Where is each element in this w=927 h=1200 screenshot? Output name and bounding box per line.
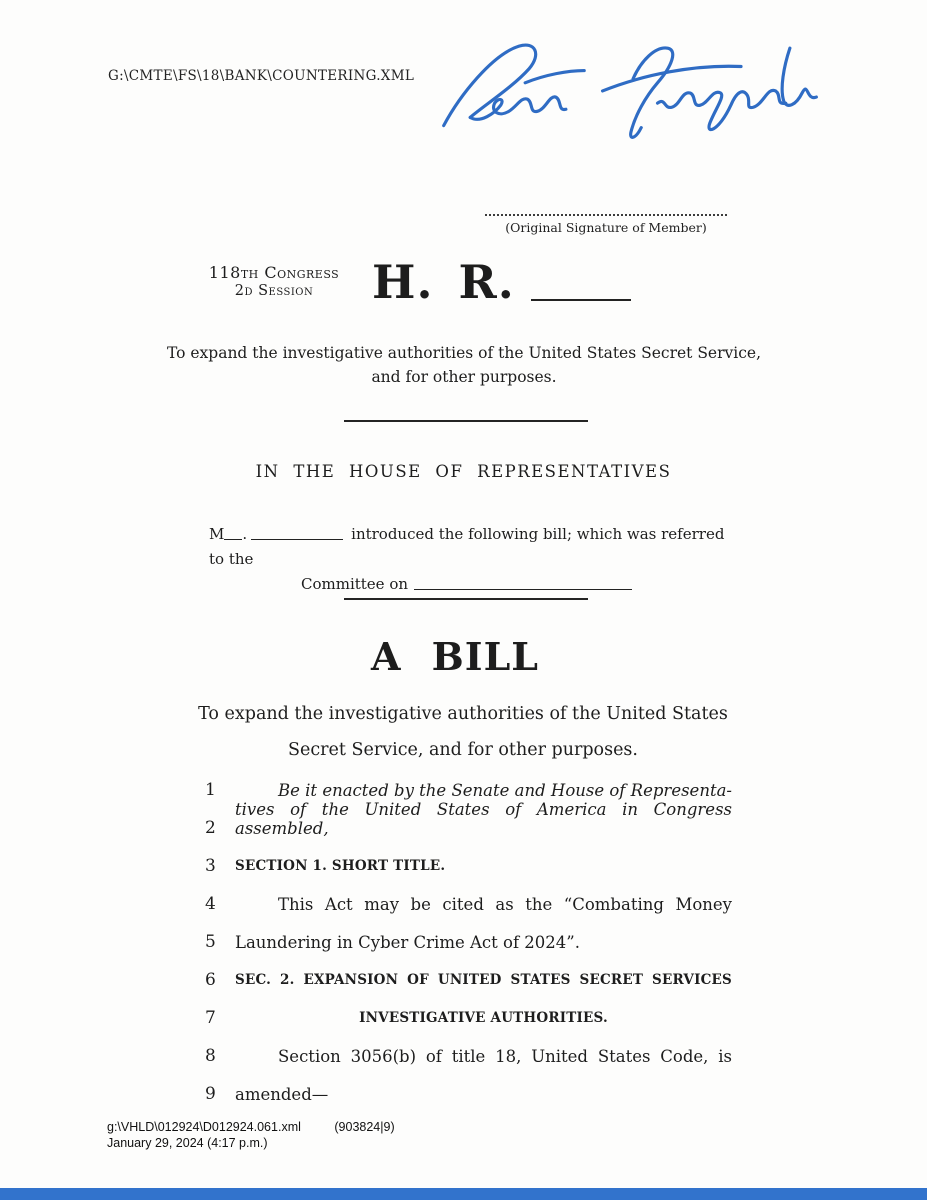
divider-rule-bottom xyxy=(344,598,588,600)
bill-text-line xyxy=(205,914,732,952)
bill-text-line xyxy=(205,762,732,800)
line-number: 3 xyxy=(205,856,216,876)
source-xml-path: G:\CMTE\FS\18\BANK\COUNTERING.XML xyxy=(108,68,415,84)
line-number: 2 xyxy=(205,818,216,838)
original-signature-block xyxy=(485,204,727,235)
congress-number: 118th Congress xyxy=(208,263,340,282)
bill-text-line xyxy=(205,838,732,876)
bill-number-label: H. R. xyxy=(372,255,515,309)
committee-name-blank xyxy=(414,589,632,590)
line-number: 8 xyxy=(205,1046,216,1066)
line-text: This Act may be cited as the “Combating Money xyxy=(278,895,732,914)
referred-text: introduced the following bill; which was referred to the xyxy=(209,525,725,568)
short-purpose-line2: and for other purposes. xyxy=(371,368,557,386)
footer-line1 xyxy=(107,1119,395,1135)
introduction-line2 xyxy=(209,572,725,597)
bill-text-line xyxy=(205,990,732,1028)
signature-caption: (Original Signature of Member) xyxy=(505,220,707,235)
footer-file-path: g:\VHLD\012924\D012924.061.xml xyxy=(107,1120,301,1134)
bill-text-line xyxy=(205,1066,732,1104)
long-purpose-line2: Secret Service, and for other purposes. xyxy=(288,740,638,760)
bill-body-text xyxy=(205,762,732,1104)
introduction-clause xyxy=(209,522,725,597)
line-number: 7 xyxy=(205,1008,216,1028)
line-text: SECTION 1. SHORT TITLE. xyxy=(235,858,446,874)
sponsor-name-blank xyxy=(251,539,343,540)
short-purpose xyxy=(118,341,810,389)
bill-number-block xyxy=(372,256,631,308)
bill-text-line xyxy=(205,1028,732,1066)
member-signature-handwriting xyxy=(438,38,818,150)
long-purpose-line1: To expand the investigative authorities of the United States xyxy=(198,704,728,724)
bill-text-line xyxy=(205,800,732,838)
short-purpose-line1: To expand the investigative authorities of the United States Secret Service, xyxy=(166,344,762,362)
line-text: Section 3056(b) of title 18, United States Code, is xyxy=(278,1047,732,1066)
line-number: 1 xyxy=(205,780,216,800)
line-text: SEC. 2. EXPANSION OF UNITED STATES SECRET SERVICES xyxy=(235,972,732,988)
session-number: 2d Session xyxy=(234,283,314,299)
line-text: amended— xyxy=(235,1085,329,1104)
sponsor-m-prefix: M xyxy=(209,525,225,543)
bill-text-line xyxy=(205,952,732,990)
bill-title-heading: A BILL xyxy=(370,634,540,679)
bill-number-blank xyxy=(531,299,631,301)
long-purpose xyxy=(143,696,783,768)
bill-text-line xyxy=(205,876,732,914)
divider-rule-top xyxy=(344,420,588,422)
signature-dotted-line xyxy=(485,204,727,216)
footer-code: (903824|9) xyxy=(334,1120,395,1134)
line-number: 6 xyxy=(205,970,216,990)
footer-date: January 29, 2024 (4:17 p.m.) xyxy=(107,1136,268,1150)
draft-footer xyxy=(107,1119,395,1151)
viewer-bottom-bar xyxy=(0,1188,927,1200)
line-number: 9 xyxy=(205,1084,216,1104)
line-text: INVESTIGATIVE AUTHORITIES. xyxy=(359,1010,608,1026)
line-number: 5 xyxy=(205,932,216,952)
introduction-line1 xyxy=(209,522,725,572)
line-text: Laundering in Cyber Crime Act of 2024”. xyxy=(235,933,580,952)
committee-label: Committee on xyxy=(301,575,409,593)
line-number: 4 xyxy=(205,894,216,914)
congress-session-block xyxy=(178,263,370,301)
chamber-heading: IN THE HOUSE OF REPRESENTATIVES xyxy=(255,462,672,481)
sponsor-m-period: . xyxy=(242,525,248,543)
line-text: tives of the United States of America in Congress assembled, xyxy=(235,800,732,838)
sponsor-title-blank xyxy=(224,539,242,540)
line-text: Be it enacted by the Senate and House of Representa- xyxy=(278,781,732,800)
